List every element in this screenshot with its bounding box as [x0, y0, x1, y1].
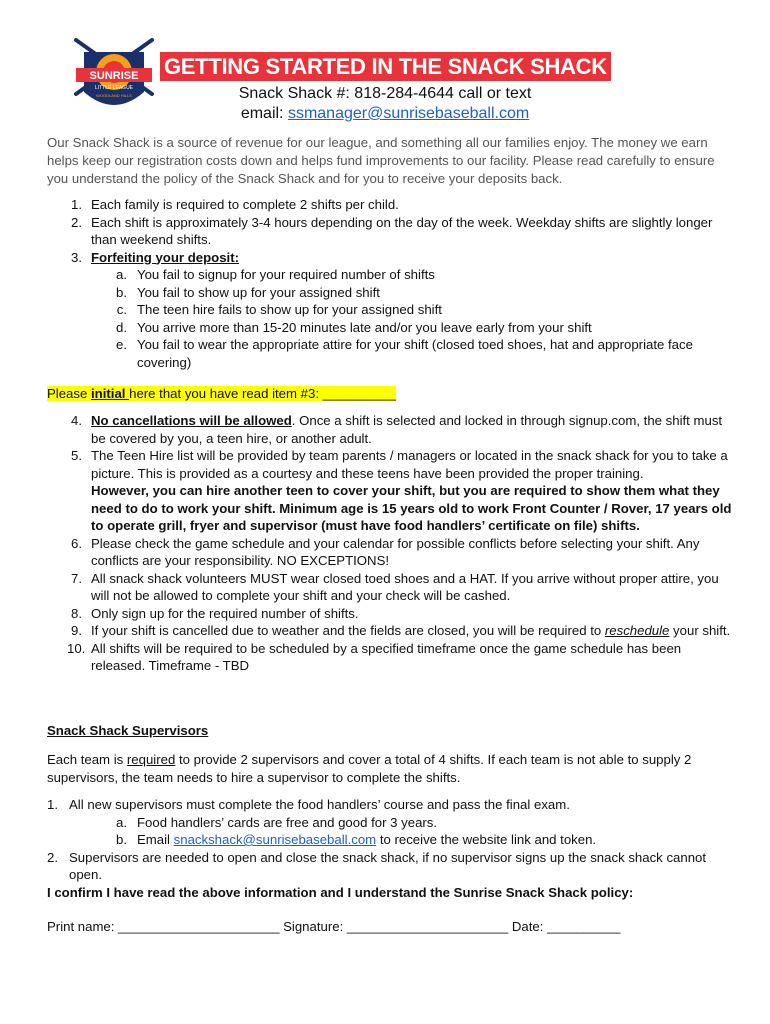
- snackshack-email-link[interactable]: snackshack@sunrisebaseball.com: [173, 832, 377, 847]
- list-item: 6. Please check the game schedule and your calendar for possible conflicts before selecting your shift. Any conflicts are your responsibility. NO EXCEPTIONS!: [71, 535, 700, 568]
- list-item: 10. All shifts will be required to be scheduled by a specified timeframe once the game schedule has been released. Timeframe - TBD: [67, 640, 682, 673]
- sub-item: b. Email snackshack@sunrisebaseball.com to receive the website link and token.: [116, 832, 597, 847]
- sub-item: b. You fail to show up for your assigned shift: [116, 284, 380, 300]
- sub-item: a. You fail to signup for your required number of shifts: [116, 267, 435, 282]
- confirm-statement: I confirm I have read the above information and I understand the Sunrise Snack Shack policy:: [47, 885, 634, 900]
- intro-paragraph: Our Snack Shack is a source of revenue for our league, and something all our families enjoy. The money we earn helps keep our registration costs down and helps fund improvements to our facility. Please read carefully to ensure you understand the policy of the Snack Shack and for you to receive your deposits back.: [47, 135, 715, 186]
- list-item: 1. Each family is required to complete 2 shifts per child.: [71, 197, 399, 212]
- policy-list: [47, 196, 737, 371]
- rules-list: [47, 412, 737, 675]
- signature-line[interactable]: Print name: ______________________ Signature: ______________________ Date: __________: [47, 919, 621, 934]
- list-item: 1. All new supervisors must complete the food handlers’ course and pass the final exam.: [47, 797, 570, 812]
- sub-item: d. You arrive more than 15-20 minutes late and/or you leave early from your shift: [116, 319, 592, 335]
- email-prefix: email:: [240, 105, 288, 122]
- list-item: 7. All snack shack volunteers MUST wear closed toed shoes and a HAT. If you arrive without proper attire, you will not be allowed to complete your shift and your check will be cashed.: [71, 570, 719, 603]
- supervisors-heading: Snack Shack Supervisors: [47, 723, 209, 738]
- email-line: [160, 104, 610, 124]
- logo-tag: WOODLAND HILLS: [96, 93, 132, 98]
- list-item: 2. Supervisors are needed to open and close the snack shack, if no supervisor signs up the snack shack cannot open.: [47, 849, 707, 882]
- sub-item: e. You fail to wear the appropriate attire for your shift (closed toed shoes, hat and appropriate face covering): [116, 337, 693, 370]
- contact-block: [160, 84, 610, 124]
- supervisors-paragraph: Each team is required to provide 2 supervisors and cover a total of 4 shifts. If each team is not able to supply 2 supervisors, the team needs to hire a supervisor to complete the shifts.: [47, 752, 692, 785]
- forfeit-heading: Forfeiting your deposit:: [91, 249, 239, 265]
- phone-line: Snack Shack #: 818-284-4644 call or text: [238, 85, 532, 102]
- sub-item: c. The teen hire fails to show up for your assigned shift: [116, 302, 442, 317]
- list-item: 8. Only sign up for the required number of shifts.: [71, 605, 359, 621]
- sunrise-little-league-logo: [70, 34, 158, 122]
- email-link[interactable]: ssmanager@sunrisebaseball.com: [287, 105, 530, 122]
- list-item: 5. The Teen Hire list will be provided by team parents / managers or located in the snack shack for you to take a picture. This is provided as a courtesy and these teens have been provided the proper training. However, you can hire another teen to cover your shift, but you are required to show them what they need to do to work your shift. Minimum age is 15 years old to work Front Counter / Rover, 17 years old to operate grill, fryer and supervisor (must have food handlers’ certificate on file) shifts.: [71, 448, 732, 533]
- list-item: 9. If your shift is cancelled due to weather and the fields are closed, you will be required to reschedule your shift.: [71, 623, 731, 638]
- list-item: 4. No cancellations will be allowed. Once a shift is selected and locked in through signup.com, the shift must be covered by you, a teen hire, or another adult.: [71, 413, 723, 446]
- logo-name: SUNRISE: [89, 70, 139, 82]
- supervisors-section: [47, 751, 737, 884]
- logo-sub: LITTLE LEAGUE: [94, 85, 134, 91]
- sub-item: a. Food handlers’ cards are free and good for 3 years.: [116, 814, 438, 830]
- initial-line[interactable]: Please initial here that you have read item #3: __________: [47, 386, 396, 401]
- list-item: 2. Each shift is approximately 3-4 hours depending on the day of the week. Weekday shifts are slightly longer than weekend shifts.: [71, 214, 713, 247]
- page-title: GETTING STARTED IN THE SNACK SHACK: [160, 52, 611, 81]
- forfeit-sublist: [47, 266, 737, 371]
- list-item: 3. Forfeiting your deposit:: [71, 249, 239, 265]
